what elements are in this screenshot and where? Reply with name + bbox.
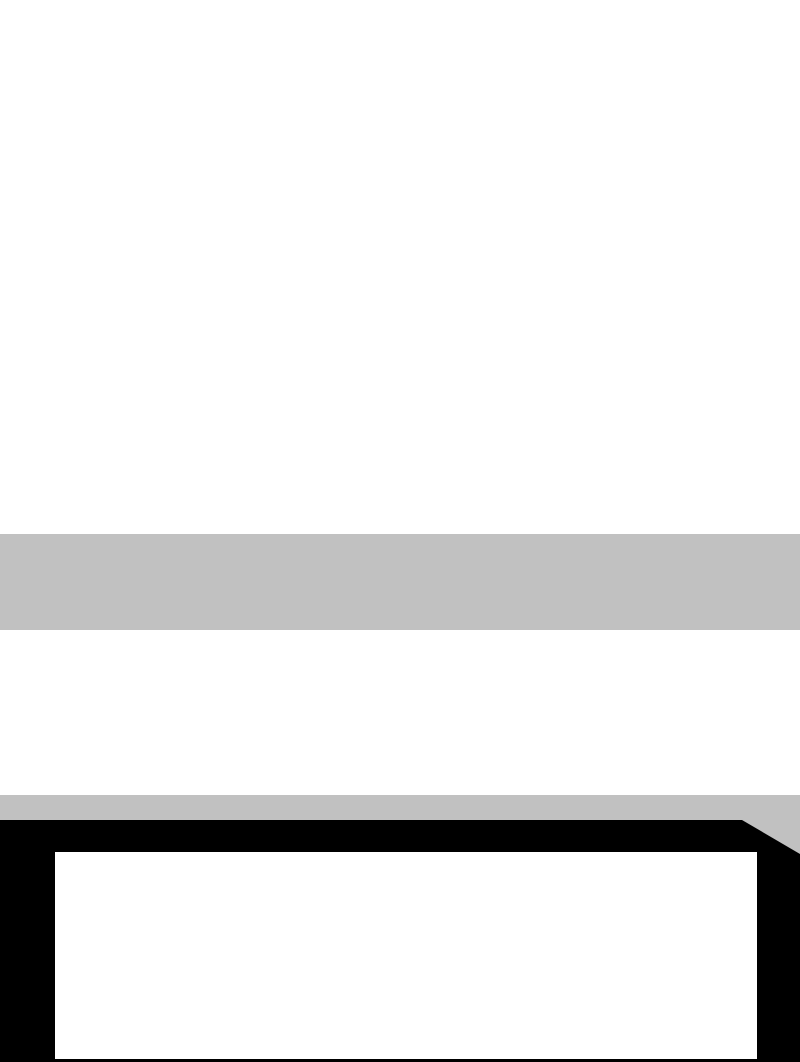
chart-section xyxy=(0,820,800,1062)
return-loss-chart-svg xyxy=(55,852,757,1059)
redaction-blobs xyxy=(0,534,800,630)
corner-notch xyxy=(742,820,800,854)
return-loss-chart xyxy=(55,852,757,1059)
redacted-section-heading xyxy=(0,0,800,22)
redacted-paragraph-block xyxy=(0,534,800,630)
